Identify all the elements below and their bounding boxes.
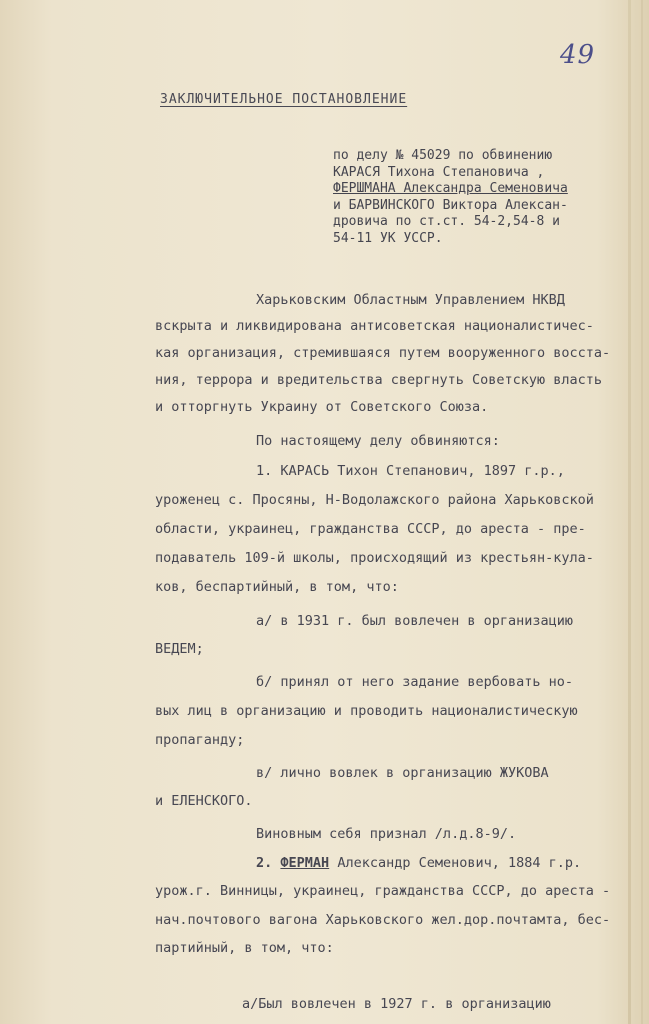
body-line: урож.г. Винницы, украинец, гражданства СССР, до ареста -: [155, 883, 611, 899]
handwritten-page-number: 49: [560, 40, 596, 70]
subject-line: дровича по ст.ст. 54-2,54-8 и: [333, 214, 560, 229]
body-line: подаватель 109-й школы, происходящий из крестьян-кула-: [155, 550, 594, 566]
subject-line: 54-11 УК УССР.: [333, 230, 443, 246]
case-subject: [333, 148, 633, 247]
defendant-2-number: 2.: [256, 855, 273, 871]
charge-item-a: а/Был вовлечен в 1927 г. в организацию: [242, 996, 551, 1012]
defendant-2-details: Александр Семенович, 1884 г.р.: [337, 855, 582, 871]
subject-line: ФЕРШМАНА Александра Семеновича: [333, 181, 568, 196]
body-line: уроженец с. Просяны, Н-Водолажского района Харьковской: [155, 492, 594, 508]
paper-edge: [641, 0, 643, 1024]
body-line: вскрыта и ликвидирована антисоветская националистичес-: [155, 318, 594, 334]
admission-line: Виновным себя признал /л.д.8-9/.: [256, 826, 517, 842]
body-line: ков, беспартийный, в том, что:: [155, 579, 399, 595]
body-line: кая организация, стремившаяся путем вооруженного восста-: [155, 345, 611, 361]
document-title: ЗАКЛЮЧИТЕЛЬНОЕ ПОСТАНОВЛЕНИЕ: [160, 92, 408, 107]
body-line: и отторгнуть Украину от Советского Союза.: [155, 399, 489, 415]
body-line: пропаганду;: [155, 732, 245, 748]
body-line: партийный, в том, что:: [155, 940, 334, 956]
subject-line: КАРАСЯ Тихона Степановича ,: [333, 164, 545, 180]
subject-line: по делу № 45029 по обвинению: [333, 148, 553, 163]
defendant-2-heading: [256, 855, 581, 871]
charge-item-b: б/ принял от него задание вербовать но-: [256, 674, 573, 690]
body-line: ния, террора и вредительства свергнуть Советскую власть: [155, 372, 603, 388]
body-line: ВЕДЕМ;: [155, 641, 204, 657]
defendant-1-heading: 1. КАРАСЬ Тихон Степанович, 1897 г.р.,: [256, 463, 565, 479]
body-line: вых лиц в организацию и проводить националистическую: [155, 703, 578, 719]
subject-line: и БАРВИНСКОГО Виктора Алексан-: [333, 197, 568, 213]
charge-item-c: в/ лично вовлек в организацию ЖУКОВА: [256, 765, 549, 781]
defendant-2-surname: ФЕРМАН: [280, 855, 330, 871]
body-line: и ЕЛЕНСКОГО.: [155, 793, 253, 809]
body-line: нач.почтового вагона Харьковского жел.дор.почтамта, бес-: [155, 912, 611, 928]
body-line: Харьковским Областным Управлением НКВД: [256, 292, 565, 308]
body-line: По настоящему делу обвиняются:: [256, 433, 500, 449]
charge-item-a: а/ в 1931 г. был вовлечен в организацию: [256, 613, 573, 629]
body-line: области, украинец, гражданства СССР, до ареста - пре-: [155, 521, 586, 537]
